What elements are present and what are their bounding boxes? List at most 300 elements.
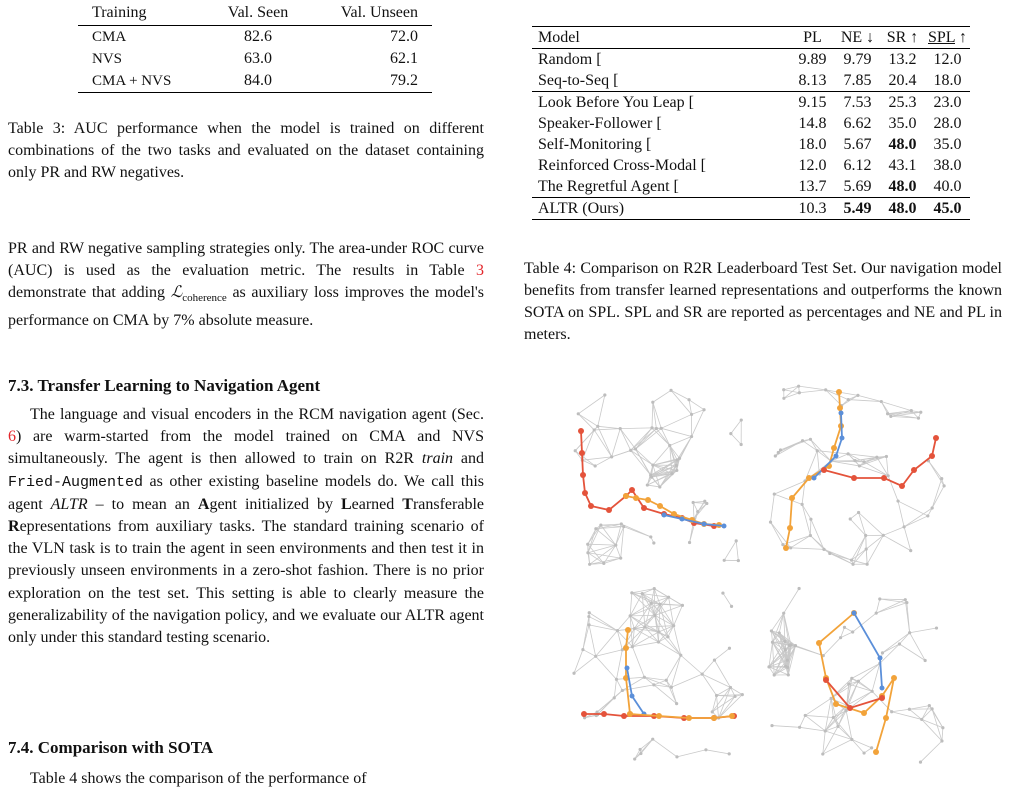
graph-node (653, 587, 656, 590)
graph-edge (800, 715, 806, 727)
trajectory-node (911, 467, 917, 473)
graph-edge (671, 674, 702, 687)
graph-node (809, 518, 812, 521)
text-run: gent initialized by (209, 496, 341, 513)
graph-node (769, 521, 772, 524)
graph-edge (659, 632, 681, 655)
graph-node (782, 612, 785, 615)
table-3-cell-unseen: 72.0 (308, 26, 432, 49)
graph-edge (660, 604, 682, 605)
graph-edge (772, 726, 800, 728)
graph-node (652, 541, 655, 544)
text-run: ALTR (51, 496, 88, 513)
graph-edge (596, 650, 623, 657)
graph-edge (898, 501, 904, 527)
graph-node (843, 626, 846, 629)
table-4-cell-pl: 9.89 (790, 49, 835, 71)
graph-node (928, 704, 931, 707)
graph-edge (712, 687, 730, 711)
graph-node (643, 625, 646, 628)
graph-edge (702, 660, 714, 674)
graph-edge (883, 535, 910, 550)
table-4-cell-model: Random [ (532, 49, 790, 71)
text-run: T (402, 496, 413, 513)
graph-edge (775, 441, 802, 456)
graph-node (616, 629, 619, 632)
graph-edge (920, 741, 941, 762)
graph-node (781, 543, 784, 546)
graph-node (702, 408, 705, 411)
table-4-col-spl: SPL ↑ (925, 27, 970, 49)
graph-node (898, 642, 901, 645)
graph-node (658, 603, 661, 606)
table-row (532, 198, 970, 220)
graph-node (651, 738, 654, 741)
graph-edge (632, 589, 654, 593)
table-4-cell-sr: 48.0 (880, 198, 925, 220)
graph-edge (858, 664, 879, 682)
graph-node (847, 683, 850, 686)
graph-edge (883, 527, 904, 535)
table-4-cell-sr: 20.4 (880, 70, 925, 92)
graph-edge (899, 644, 925, 660)
graph-node (789, 546, 792, 549)
trajectory-node (581, 711, 587, 717)
trajectory-node (656, 713, 662, 719)
table-4-cell-sr: 43.1 (880, 155, 925, 176)
trajectory-node (878, 656, 883, 661)
graph-node (723, 559, 726, 562)
trajectory-node (579, 450, 585, 456)
graph-node (773, 673, 776, 676)
graph-node (828, 552, 831, 555)
graph-edge (799, 386, 826, 390)
graph-edge (636, 449, 653, 465)
graph-node (857, 511, 860, 514)
graph-node (704, 748, 707, 751)
graph-edge (803, 441, 818, 451)
trajectory-panel (769, 385, 946, 566)
trajectory-node (722, 524, 727, 529)
trajectory-node (831, 445, 837, 451)
graph-edge (802, 504, 810, 535)
graph-node (905, 601, 908, 604)
graph-node (594, 527, 597, 530)
graph-node (862, 460, 865, 463)
graph-edge (654, 589, 655, 616)
graph-node (650, 426, 653, 429)
table-4-header (532, 27, 970, 49)
graph-node (670, 472, 673, 475)
graph-node (924, 659, 927, 662)
table-4-cell-model: Seq-to-Seq [ (532, 70, 790, 92)
graph-edge (771, 522, 783, 544)
graph-node (613, 696, 616, 699)
graph-edge (876, 600, 905, 613)
graph-node (845, 709, 848, 712)
table-4-cell-pl: 12.0 (790, 155, 835, 176)
graph-edge (670, 437, 692, 446)
table-4-cell-sr: 13.2 (880, 49, 925, 71)
graph-node (679, 654, 682, 657)
graph-node (672, 624, 675, 627)
graph-edge (910, 633, 926, 661)
graph-node (619, 557, 622, 560)
trajectory-node (645, 497, 651, 503)
graph-node (737, 559, 740, 562)
graph-edge (866, 549, 867, 564)
graph-edge (681, 655, 702, 674)
graph-node (773, 492, 776, 495)
graph-node (675, 469, 678, 472)
paragraph-auc (8, 238, 484, 332)
graph-edge (582, 430, 594, 460)
graph-node (599, 524, 602, 527)
graph-node (866, 563, 869, 566)
table-4-cell-ne: 5.49 (835, 198, 880, 220)
table-4-cell-ne: 7.85 (835, 70, 880, 92)
graph-edge (596, 631, 618, 657)
loss-subscript: coherence (182, 293, 227, 305)
trajectory-node (606, 507, 612, 513)
graph-node (587, 623, 590, 626)
graph-node (830, 697, 833, 700)
graph-node (778, 631, 781, 634)
graph-node (801, 503, 804, 506)
graph-node (889, 415, 892, 418)
graph-node (660, 427, 663, 430)
graph-edge (717, 695, 719, 718)
graph-edge (852, 739, 872, 747)
graph-edge (791, 548, 824, 550)
graph-node (809, 438, 812, 441)
table-4-col-sr: SR ↑ (880, 27, 925, 49)
graph-edge (693, 502, 694, 518)
graph-node (853, 459, 856, 462)
graph-node (593, 428, 596, 431)
graph-node (783, 640, 786, 643)
trajectory-node (789, 495, 795, 501)
graph-edge (872, 664, 880, 692)
graph-node (681, 604, 684, 607)
trajectory-node (680, 517, 685, 522)
graph-edge (882, 633, 909, 653)
trajectory-node (657, 503, 663, 509)
graph-node (904, 598, 907, 601)
trajectory-node (630, 694, 635, 699)
graph-edge (671, 655, 680, 687)
text-run: epresentations from auxiliary tasks. The standard training scenario of the VLN task is to train the agent in seen environments and then test it in previously unseen environments in a zero-shot fashion. There is no prior exploration on the test set. This setting is able to clearly measure the generalizability of the navigation policy, and we evaluate our ALTR agent only under this standard testing scenario. (8, 518, 484, 646)
trajectory-node (861, 710, 867, 716)
graph-edge (694, 504, 707, 519)
graph-node (649, 535, 652, 538)
graph-node (588, 563, 591, 566)
graph-node (650, 601, 653, 604)
graph-edge (666, 655, 681, 680)
graph-node (783, 648, 786, 651)
table-4-cell-ne: 5.67 (835, 134, 880, 155)
graph-edge (922, 719, 943, 727)
table-row (78, 48, 432, 70)
graph-edge (714, 648, 729, 660)
trajectory-node (625, 627, 631, 633)
trajectory-node (601, 711, 607, 717)
trajectory-node (787, 525, 793, 531)
text-run: as other existing baseline models do. We call this agent (8, 473, 484, 513)
graph-edge (589, 617, 618, 631)
graph-node (610, 455, 613, 458)
graph-node (908, 631, 911, 634)
graph-node (880, 400, 883, 403)
graph-edge (706, 750, 729, 754)
graph-node (931, 506, 934, 509)
graph-node (801, 439, 804, 442)
graph-node (786, 659, 789, 662)
graph-edge (616, 679, 622, 690)
trajectory-panel (574, 389, 743, 566)
trajectory-node (578, 428, 584, 434)
graph-node (602, 562, 605, 565)
graph-node (908, 708, 911, 711)
graph-node (850, 677, 853, 680)
graph-edge (876, 603, 907, 613)
table-4-cell-ne: 5.69 (835, 176, 880, 198)
trajectory-node (641, 505, 647, 511)
graph-edge (853, 536, 866, 565)
graph-edge (583, 625, 589, 650)
graph-node (832, 716, 835, 719)
graph-node (614, 544, 617, 547)
graph-node (657, 640, 660, 643)
text-run: – to mean an (88, 496, 198, 513)
table-row (78, 70, 432, 93)
graph-edge (892, 709, 910, 711)
graph-node (665, 679, 668, 682)
paragraph-comparison-partial: Table 4 shows the comparison of the performance of (8, 768, 484, 790)
graph-node (667, 596, 670, 599)
table-4-cell-pl: 14.8 (790, 113, 835, 134)
spl-header-label: SPL (928, 29, 955, 46)
graph-node (864, 534, 867, 537)
graph-edge (621, 527, 624, 559)
graph-edge (719, 687, 731, 718)
graph-node (675, 702, 678, 705)
table-4-cell-model: ALTR (Ours) (532, 198, 790, 220)
trajectory-node (839, 411, 844, 416)
graph-node (875, 456, 878, 459)
graph-edge (805, 698, 831, 715)
graph-edge (810, 439, 830, 461)
graph-node (941, 726, 944, 729)
graph-edge (842, 395, 858, 405)
table-3-cell-unseen: 79.2 (308, 70, 432, 93)
graph-edge (823, 638, 840, 656)
graph-node (875, 611, 878, 614)
graph-node (741, 693, 744, 696)
graph-node (621, 689, 624, 692)
trajectory-node (879, 695, 885, 701)
graph-edge (642, 594, 668, 598)
table-4-cell-ne: 7.53 (835, 92, 880, 114)
graph-edge (904, 516, 928, 527)
text-run: A (198, 496, 210, 513)
graph-node (858, 464, 861, 467)
table-ref-link[interactable]: 3 (476, 262, 484, 279)
table-row (532, 176, 970, 198)
graph-edge (612, 450, 631, 456)
graph-edge (653, 402, 661, 428)
trajectory-node (883, 715, 889, 721)
graph-edge (942, 728, 943, 741)
trajectory-node (629, 487, 635, 493)
graph-node (847, 398, 850, 401)
graph-node (782, 388, 785, 391)
table-4-cell-spl: 35.0 (925, 134, 970, 155)
trajectory-node (873, 749, 879, 755)
section-heading-7-4: 7.4. Comparison with SOTA (8, 737, 213, 759)
graph-node (784, 665, 787, 668)
trajectory-node (891, 675, 897, 681)
graph-node (919, 760, 922, 763)
graph-node (942, 484, 945, 487)
trajectory-node (623, 493, 629, 499)
graph-edge (614, 679, 616, 698)
table-4-cell-sr: 25.3 (880, 92, 925, 114)
graph-node (729, 686, 732, 689)
graph-edge (899, 633, 909, 644)
graph-edge (736, 541, 738, 561)
table-4-cell-model: Speaker-Follower [ (532, 113, 790, 134)
graph-edge (717, 687, 731, 695)
trajectory-path (854, 613, 882, 688)
trajectory-node (621, 713, 627, 719)
text-run: R (8, 518, 20, 535)
graph-node (577, 412, 580, 415)
graph-edge (849, 684, 872, 691)
text-run: L (341, 496, 352, 513)
graph-edge (723, 593, 732, 606)
graph-edge (882, 644, 899, 653)
graph-node (715, 694, 718, 697)
graph-edge (661, 414, 691, 428)
graph-node (881, 651, 884, 654)
graph-node (588, 611, 591, 614)
text-run: by 7% absolute measure. (149, 312, 313, 329)
graph-node (728, 752, 731, 755)
graph-edge (811, 519, 824, 549)
trajectory-node (711, 715, 717, 721)
graph-node (903, 525, 906, 528)
table-4-cell-spl: 38.0 (925, 155, 970, 176)
graph-node (926, 514, 929, 517)
graph-node (878, 597, 881, 600)
graph-node (740, 443, 743, 446)
graph-node (839, 636, 842, 639)
trajectory-node (686, 715, 692, 721)
graph-node (779, 448, 782, 451)
trajectory-panel (572, 587, 743, 761)
graph-node (871, 690, 874, 693)
graph-node (824, 388, 827, 391)
graph-node (920, 718, 923, 721)
graph-node (653, 614, 656, 617)
table-3-col-unseen: Val. Unseen (308, 2, 432, 26)
text-run: simultaneously. The agent is then allowed to train on R2R (8, 450, 422, 467)
graph-edge (769, 666, 785, 667)
graph-node (603, 393, 606, 396)
graph-edge (661, 428, 691, 436)
graph-node (622, 525, 625, 528)
table-4-col-pl: PL (790, 27, 835, 49)
graph-node (586, 543, 589, 546)
graph-node (822, 548, 825, 551)
table-row (532, 49, 970, 71)
table-3-cell-training: CMA (78, 26, 208, 49)
graph-edge (774, 494, 802, 504)
graph-edge (852, 739, 864, 753)
graph-node (770, 629, 773, 632)
graph-edge (578, 414, 598, 426)
table-4-cell-pl: 10.3 (790, 198, 835, 220)
text-run: train (422, 450, 453, 467)
trajectory-node (847, 705, 853, 711)
graph-node (870, 746, 873, 749)
graph-node (678, 457, 681, 460)
text-run: NVS (452, 428, 484, 445)
graph-node (733, 695, 736, 698)
graph-node (885, 455, 888, 458)
trajectory-node (623, 645, 629, 651)
text-run: ) are warm-started from the model trained on (16, 428, 369, 445)
trajectory-node (588, 503, 594, 509)
graph-node (740, 418, 743, 421)
graph-edge (620, 429, 630, 451)
graph-edge (802, 504, 811, 519)
graph-node (735, 539, 738, 542)
trajectory-node (625, 666, 630, 671)
graph-edge (810, 535, 824, 549)
trajectory-node (806, 475, 812, 481)
table-4-cell-model: Look Before You Leap [ (532, 92, 790, 114)
graph-edge (653, 739, 677, 757)
graph-edge (867, 535, 883, 564)
graph-edge (771, 494, 775, 522)
graph-edge (666, 680, 676, 703)
graph-edge (928, 461, 941, 479)
trajectory-node (812, 476, 817, 481)
table-4 (532, 26, 970, 220)
graph-edge (791, 535, 811, 547)
text-run: CMA (369, 428, 405, 445)
table-3-col-training: Training (78, 2, 208, 26)
graph-node (594, 655, 597, 658)
graph-edge (910, 628, 937, 633)
navigation-trajectories-figure (564, 378, 964, 768)
graph-node (646, 483, 649, 486)
graph-edge (799, 390, 825, 393)
graph-node (572, 672, 575, 675)
graph-node (919, 411, 922, 414)
table-4-cell-model: Reinforced Cross-Modal [ (532, 155, 790, 176)
graph-node (782, 397, 785, 400)
graph-edge (616, 650, 622, 680)
trajectory-node (929, 453, 935, 459)
graph-node (643, 676, 646, 679)
graph-edge (805, 715, 833, 717)
graph-edge (653, 390, 671, 402)
graph-edge (876, 599, 880, 613)
section-ref-link[interactable]: 6 (8, 428, 16, 445)
